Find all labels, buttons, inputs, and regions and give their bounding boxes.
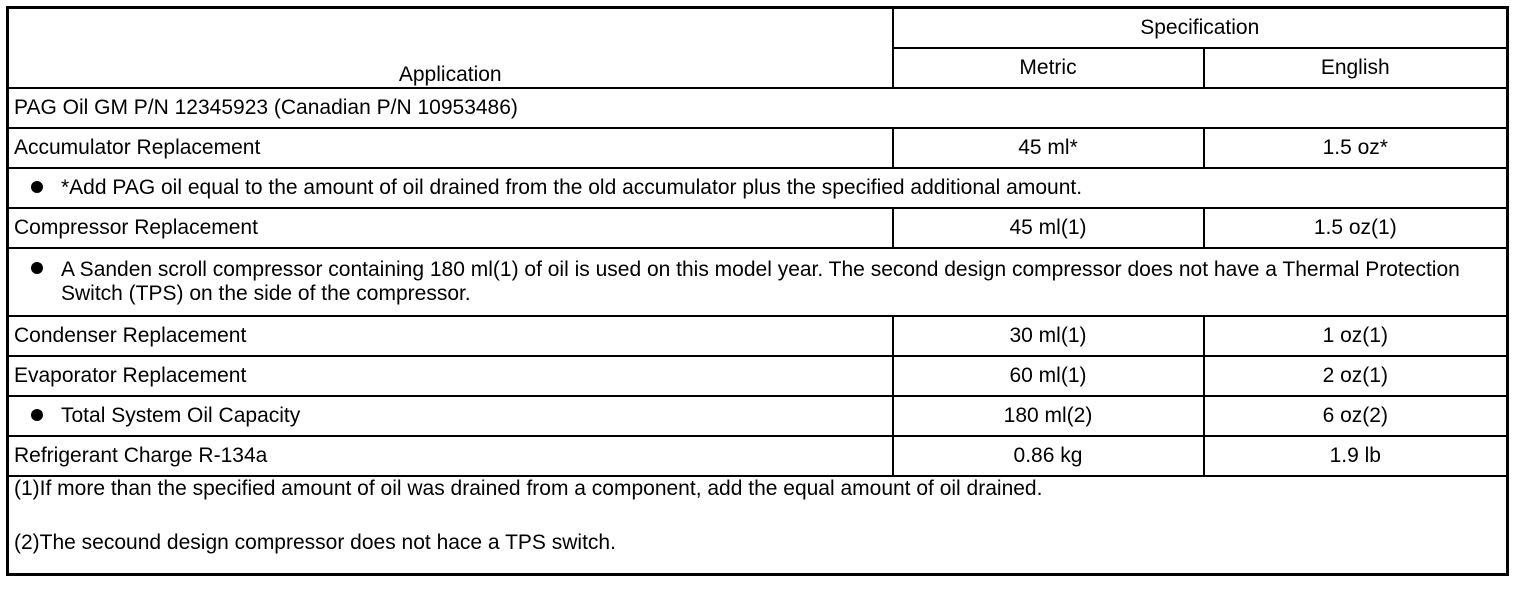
- metric-cell: 60 ml(1): [893, 356, 1204, 396]
- table-row: [8, 208, 1508, 248]
- table-row: [8, 88, 1508, 128]
- application-cell: Refrigerant Charge R-134a: [8, 436, 893, 476]
- bullet-icon: [31, 409, 43, 421]
- table-row: [8, 316, 1508, 356]
- english-cell: 6 oz(2): [1204, 396, 1508, 436]
- metric-cell: 30 ml(1): [893, 316, 1204, 356]
- bullet-icon: [31, 181, 43, 193]
- application-cell: [8, 396, 893, 436]
- application-label: Total System Oil Capacity: [61, 404, 301, 427]
- oil-specification-table: [6, 6, 1509, 576]
- table-row: [8, 128, 1508, 168]
- footnote-2: (2)The secound design compressor does not hace a TPS switch.: [14, 531, 616, 554]
- table-row: [8, 356, 1508, 396]
- english-cell: 1.5 oz(1): [1204, 208, 1508, 248]
- accumulator-note-cell: [8, 168, 1508, 208]
- specification-header: Specification: [893, 8, 1508, 49]
- english-cell: 2 oz(1): [1204, 356, 1508, 396]
- metric-header: Metric: [893, 48, 1204, 88]
- note-text: A Sanden scroll compressor containing 180 ml(1) of oil is used on this model year. The second design compressor does not have a Thermal Protection Switch (TPS) on the side of the compressor.: [61, 258, 1460, 305]
- oil-part-number-cell: PAG Oil GM P/N 12345923 (Canadian P/N 10953486): [8, 88, 1508, 128]
- table-row: [8, 396, 1508, 436]
- english-header: English: [1204, 48, 1508, 88]
- footnote-1: (1)If more than the specified amount of oil was drained from a component, add the equal amount of oil drained.: [14, 477, 1043, 500]
- footnote-row: [8, 476, 1508, 575]
- bullet-icon: [31, 262, 43, 274]
- table-row: [8, 248, 1508, 316]
- compressor-note-cell: [8, 248, 1508, 316]
- application-cell: Evaporator Replacement: [8, 356, 893, 396]
- table-row: [8, 168, 1508, 208]
- metric-cell: 180 ml(2): [893, 396, 1204, 436]
- table-row: [8, 436, 1508, 476]
- application-cell: Condenser Replacement: [8, 316, 893, 356]
- application-cell: Compressor Replacement: [8, 208, 893, 248]
- metric-cell: 0.86 kg: [893, 436, 1204, 476]
- metric-cell: 45 ml(1): [893, 208, 1204, 248]
- english-cell: 1 oz(1): [1204, 316, 1508, 356]
- english-cell: 1.5 oz*: [1204, 128, 1508, 168]
- english-cell: 1.9 lb: [1204, 436, 1508, 476]
- note-text: *Add PAG oil equal to the amount of oil drained from the old accumulator plus the specified additional amount.: [61, 176, 1083, 199]
- application-cell: Accumulator Replacement: [8, 128, 893, 168]
- header-row-top: [8, 8, 1508, 49]
- application-header: Application: [8, 8, 893, 89]
- metric-cell: 45 ml*: [893, 128, 1204, 168]
- footnotes-cell: [8, 476, 1508, 575]
